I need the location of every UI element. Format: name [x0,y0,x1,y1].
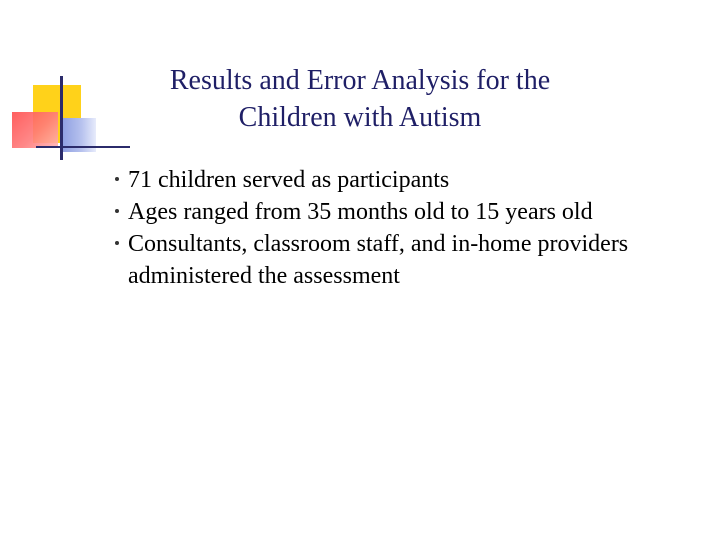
logo-red-square [12,112,58,148]
bullet-item [100,196,700,228]
slide-title-line-1: Results and Error Analysis for the [169,65,551,96]
bullet-dot-icon [115,209,119,213]
bullet-dot-icon [115,241,119,245]
bullet-list [100,164,700,292]
bullet-text: Ages ranged from 35 months old to 15 years old [128,199,593,225]
bullet-text: Consultants, classroom staff, and in-home providers administered the assessment [128,231,629,289]
logo-horizontal-line [36,146,130,148]
slide-title-line-2: Children with Autism [238,102,482,133]
bullet-item [100,164,700,196]
bullet-item [100,228,700,292]
bullet-dot-icon [115,177,119,181]
slide-title [100,62,620,136]
bullet-text: 71 children served as participants [128,167,450,193]
